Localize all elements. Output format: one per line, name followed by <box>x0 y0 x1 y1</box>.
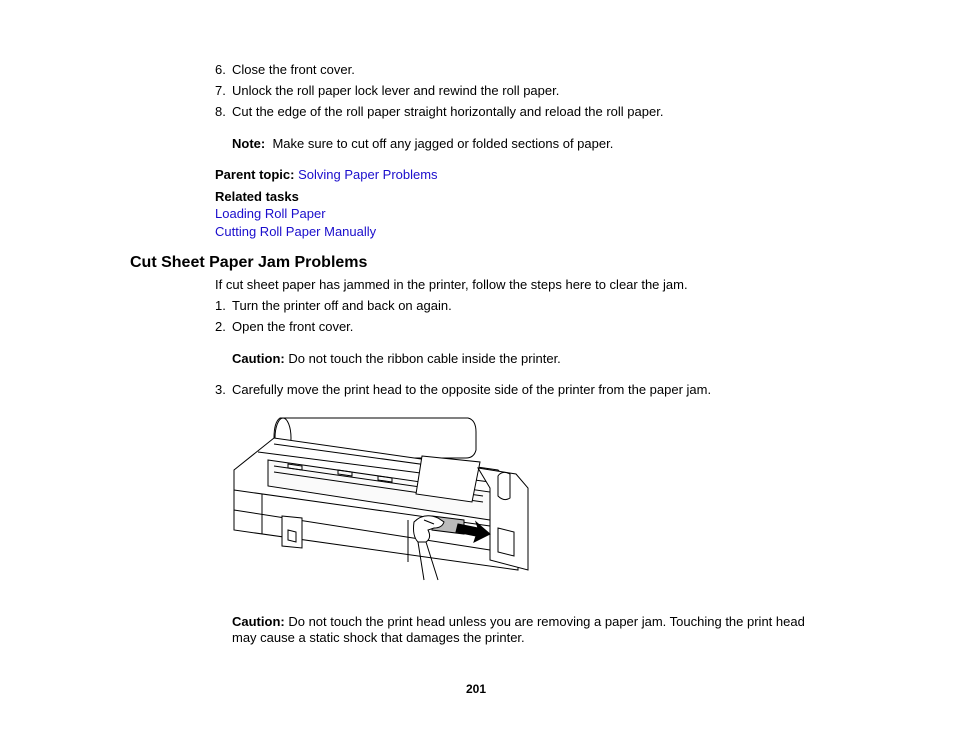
caution-print-head <box>232 614 822 646</box>
parent-topic-label: Parent topic: <box>215 167 295 182</box>
step-2 <box>215 319 353 335</box>
step-text: Close the front cover. <box>232 62 355 77</box>
caution-label: Caution: <box>232 351 285 366</box>
note-label: Note: <box>232 136 266 151</box>
step-text: Open the front cover. <box>232 319 354 334</box>
step-6 <box>215 62 355 78</box>
step-number: 8. <box>215 104 226 119</box>
related-task-link-loading-roll-paper[interactable]: Loading Roll Paper <box>215 206 326 221</box>
step-8 <box>215 104 663 120</box>
parent-topic-link[interactable]: Solving Paper Problems <box>298 167 438 182</box>
step-7 <box>215 83 559 99</box>
step-text: Cut the edge of the roll paper straight horizontally and reload the roll paper. <box>232 104 664 119</box>
step-3 <box>215 382 711 398</box>
caution-ribbon-cable <box>232 351 561 367</box>
related-task-link-cutting-roll-paper[interactable]: Cutting Roll Paper Manually <box>215 224 377 239</box>
note <box>232 136 613 152</box>
caution-text: Do not touch the print head unless you are removing a paper jam. Touching the print head may cause a static shock that damages the printer. <box>232 614 805 645</box>
parent-topic <box>215 167 438 183</box>
printer-illustration <box>228 410 530 582</box>
caution-text: Do not touch the ribbon cable inside the printer. <box>288 351 561 366</box>
related-tasks-label: Related tasks <box>215 189 299 204</box>
note-text: Make sure to cut off any jagged or folded sections of paper. <box>272 136 614 151</box>
step-number: 3. <box>215 382 226 397</box>
step-number: 2. <box>215 319 226 334</box>
step-1 <box>215 298 452 314</box>
step-number: 7. <box>215 83 226 98</box>
page-number: 201 <box>466 682 487 696</box>
step-number: 6. <box>215 62 226 77</box>
section-heading: Cut Sheet Paper Jam Problems <box>130 254 368 271</box>
step-number: 1. <box>215 298 226 313</box>
step-text: Unlock the roll paper lock lever and rewind the roll paper. <box>232 83 560 98</box>
step-text: Carefully move the print head to the opposite side of the printer from the paper jam. <box>232 382 712 397</box>
caution-label: Caution: <box>232 614 285 629</box>
section-intro: If cut sheet paper has jammed in the printer, follow the steps here to clear the jam. <box>215 277 688 292</box>
step-text: Turn the printer off and back on again. <box>232 298 452 313</box>
